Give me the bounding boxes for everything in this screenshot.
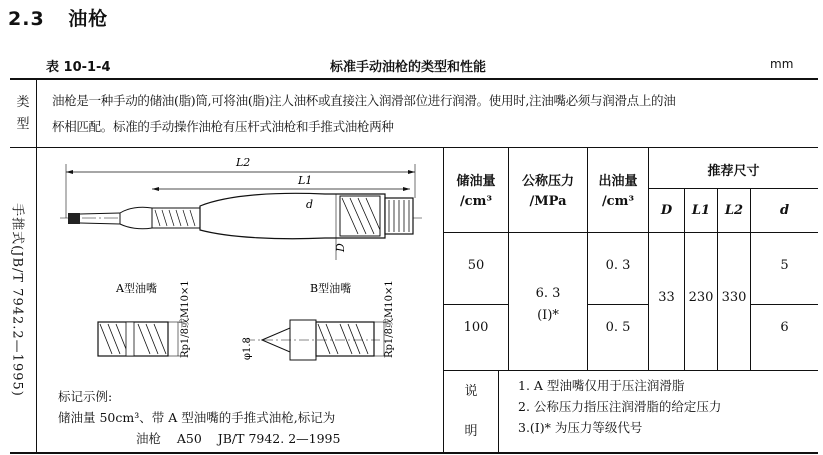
notes-list <box>518 375 721 438</box>
header-D: D <box>660 203 673 218</box>
row1-output: 0. 3 <box>605 258 631 273</box>
row-rule-c <box>750 304 818 305</box>
type-description <box>52 88 817 140</box>
label-column-line <box>36 80 37 452</box>
header-bottom-rule <box>443 232 818 233</box>
notes-divider <box>498 370 499 452</box>
merged-L1: 230 <box>688 290 714 305</box>
row2-output: 0. 5 <box>605 320 631 335</box>
note-item: 1. A 型油嘴仅用于压注润滑脂 <box>518 378 685 393</box>
row1-capacity: 50 <box>467 258 485 273</box>
table-bottom-rule <box>10 452 818 454</box>
col-line-3 <box>648 148 649 370</box>
table-top-rule <box>10 78 818 80</box>
table-title: 标准手动油枪的类型和性能 <box>330 60 487 75</box>
nozzle-b-label: B型油嘴 <box>310 282 352 295</box>
section-heading <box>8 4 108 31</box>
type-label: 类 型 <box>16 95 30 132</box>
row-rule-b <box>587 304 648 305</box>
table-number: 表 10-1-4 <box>46 60 111 75</box>
row2-capacity: 100 <box>463 320 489 335</box>
header-pressure: 公称压力 /MPa <box>521 174 574 209</box>
subheader-rule <box>648 188 818 189</box>
header-d: d <box>779 203 790 218</box>
oil-gun-drawing <box>40 150 440 370</box>
table-unit: mm <box>770 57 794 71</box>
nozzle-b-dia: φ1.8 <box>242 337 253 360</box>
marking-example <box>58 386 340 449</box>
merged-L2: 330 <box>721 290 747 305</box>
nozzle-b-thread: Rp1/8或M10×1 <box>384 280 395 358</box>
notes-top-rule <box>443 370 818 371</box>
type-description-line1: 油枪是一种手动的储油(脂)筒,可将油(脂)注人油杯或直接注入润滑部位进行润滑。使用时,注油嘴必须与润滑点上的油 <box>52 93 676 108</box>
nozzle-a-thread: Rp1/8或M10×1 <box>180 280 191 358</box>
notes-label: 说 明 <box>464 384 478 439</box>
merged-D: 33 <box>658 290 675 305</box>
row1-d: 5 <box>780 258 789 273</box>
marking-line1: 储油量 50cm³、带 A 型油嘴的手推式油枪,标记为 <box>58 410 336 425</box>
header-output: 出油量 /cm³ <box>598 174 638 209</box>
row-label-box <box>4 154 34 446</box>
drawing-label-L1: L1 <box>298 174 313 187</box>
section-number: 2.3 <box>8 8 45 30</box>
header-L1: L1 <box>691 203 711 218</box>
row-rule-a <box>443 304 508 305</box>
pressure-merged: 6. 3 (Ⅰ)* <box>535 286 561 323</box>
row2-d: 6 <box>780 320 789 335</box>
header-capacity: 储油量 /cm³ <box>456 174 496 209</box>
section-title: 油枪 <box>68 8 109 30</box>
nozzle-a-label: A型油嘴 <box>116 282 157 295</box>
drawing-label-d: d <box>306 198 314 211</box>
note-item: 2. 公称压力指压注润滑脂的给定压力 <box>518 399 722 414</box>
header-recommended: 推荐尺寸 <box>707 164 760 179</box>
marking-line2: 油枪 A50 JB/T 7942. 2—1995 <box>136 431 341 446</box>
row-separator <box>10 147 818 148</box>
drawing-label-D: D <box>334 243 347 252</box>
header-L2: L2 <box>724 203 744 218</box>
drawing-label-L2: L2 <box>236 156 251 169</box>
row-label: 手推式(JB/T 7942.2—1995) <box>9 203 25 397</box>
type-description-line2: 杯相匹配。标准的手动操作油枪有压杆式油枪和手推式油枪两种 <box>52 119 394 134</box>
note-item: 3.(Ⅰ)* 为压力等级代号 <box>518 420 643 435</box>
marking-title: 标记示例: <box>58 389 113 404</box>
